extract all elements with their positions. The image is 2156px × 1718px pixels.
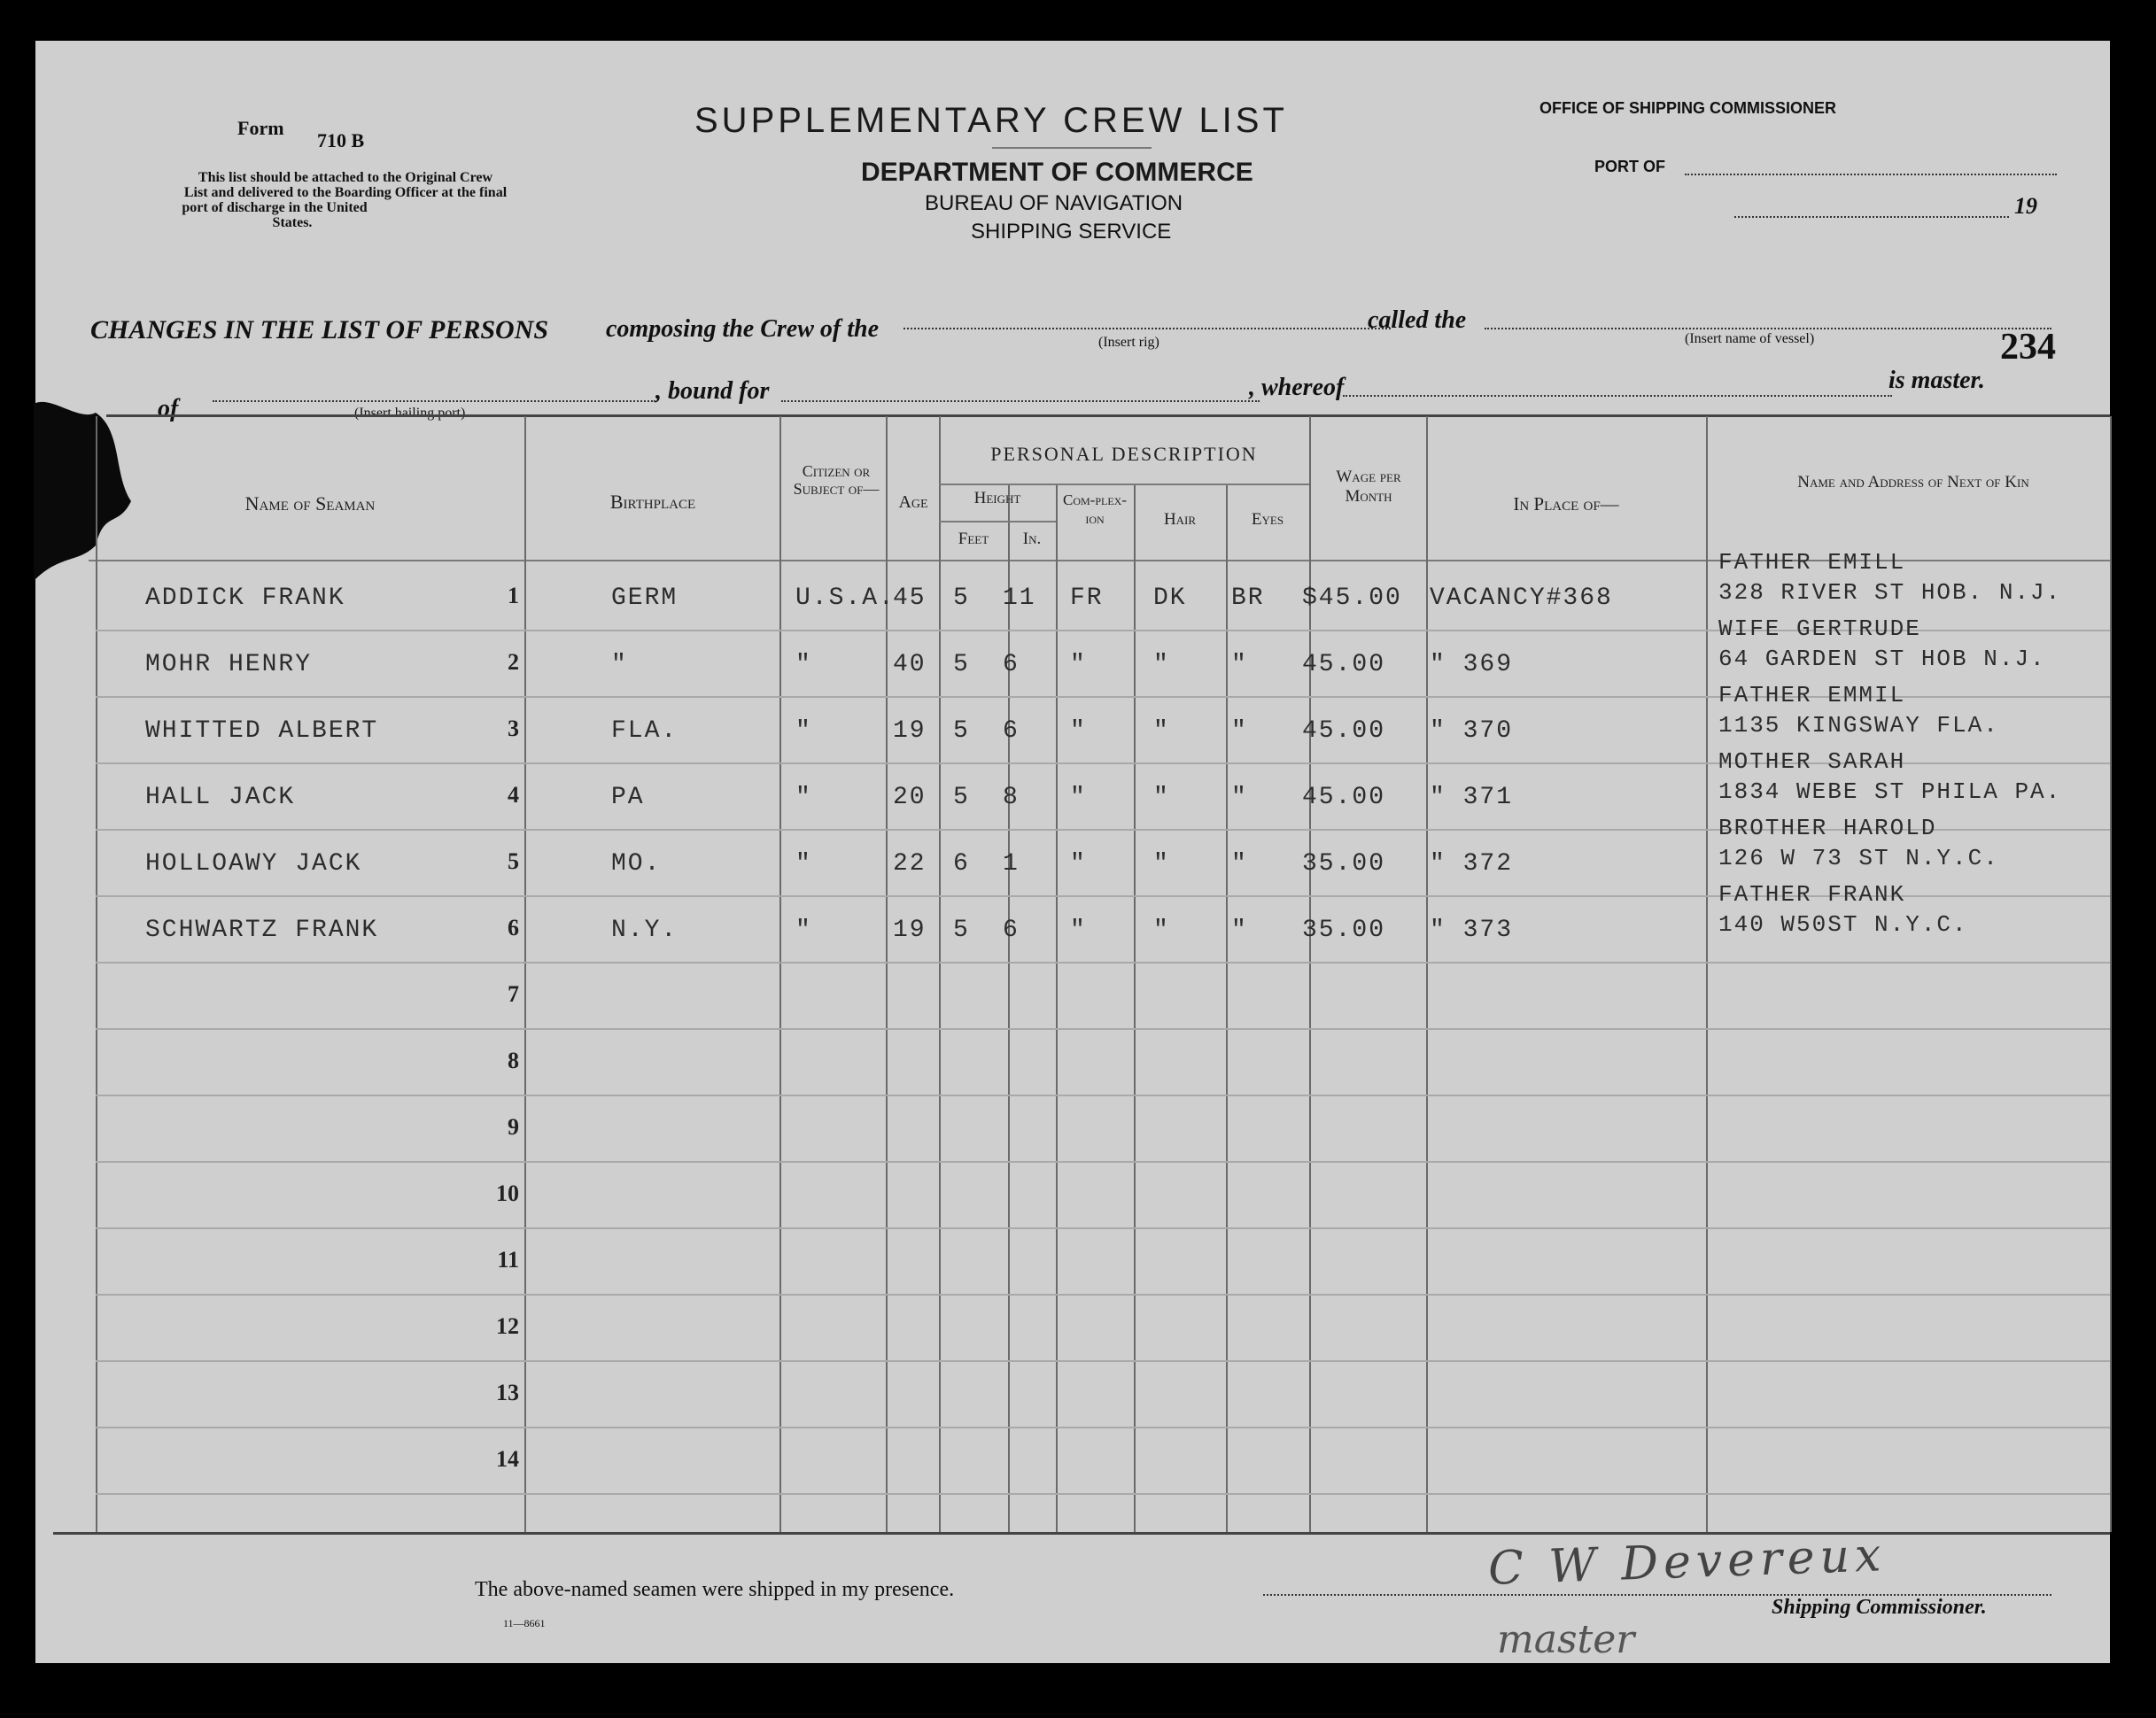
cell-complexion: " <box>1070 917 1087 944</box>
cell-wage: 35.00 <box>1302 850 1386 878</box>
row-number: 4 <box>508 782 519 808</box>
cell-age: 45 <box>893 584 927 612</box>
header-hair: Hair <box>1163 510 1197 529</box>
cell-kin-name: WIFE GERTRUDE <box>1718 615 1921 642</box>
year-label: 19 <box>2014 193 2037 219</box>
paper-damage <box>34 377 140 590</box>
department: DEPARTMENT OF COMMERCE <box>861 158 1253 187</box>
rig-field <box>904 328 1391 329</box>
cell-kin-address: 64 GARDEN ST HOB N.J. <box>1718 646 2046 672</box>
cell-age: 20 <box>893 784 927 811</box>
shipping-commissioner-label: Shipping Commissioner. <box>1772 1596 1987 1619</box>
is-master-label: is master. <box>1888 367 1985 394</box>
col-line <box>1056 484 1058 1532</box>
cell-in-place-of: " 373 <box>1430 917 1514 944</box>
vessel-field <box>1485 328 2051 329</box>
row-rule <box>96 1294 2110 1296</box>
table-top-rule <box>106 414 2110 417</box>
cell-eyes: BR <box>1231 584 1265 612</box>
row-rule <box>96 1095 2110 1096</box>
cell-wage: 45.00 <box>1302 651 1386 678</box>
document-title: SUPPLEMENTARY CREW LIST <box>694 101 1288 140</box>
cell-inches: 11 <box>1003 584 1036 612</box>
print-code: 11—8661 <box>503 1617 546 1629</box>
cell-in-place-of: VACANCY#368 <box>1430 584 1613 612</box>
header-citizen: Citizen or Subject of— <box>793 462 880 498</box>
cell-hair: " <box>1153 717 1170 745</box>
cell-name: SCHWARTZ FRANK <box>145 917 379 944</box>
col-line <box>524 416 526 1532</box>
row-number: 13 <box>496 1380 519 1405</box>
cell-hair: DK <box>1153 584 1187 612</box>
header-personal: PERSONAL DESCRIPTION <box>990 443 1258 465</box>
cell-feet: 5 <box>953 784 970 811</box>
header-name: Name of Seaman <box>244 492 376 515</box>
cell-kin-address: 140 W50ST N.Y.C. <box>1718 911 1968 938</box>
cell-eyes: " <box>1231 917 1248 944</box>
form-label: Form <box>237 117 284 139</box>
header-height: Height <box>973 489 1021 507</box>
cell-kin-address: 126 W 73 ST N.Y.C. <box>1718 845 1999 871</box>
cell-kin-name: BROTHER HAROLD <box>1718 815 1937 841</box>
col-line <box>939 416 941 1532</box>
master-field <box>1343 395 1892 397</box>
insert-rig-label: (Insert rig) <box>1098 335 1159 350</box>
cell-hair: " <box>1153 784 1170 811</box>
col-line <box>2110 416 2112 1532</box>
cell-citizen: " <box>795 850 812 878</box>
header-in-place-of: In Place of— <box>1513 493 1619 515</box>
row-rule <box>96 1493 2110 1495</box>
row-number: 5 <box>508 848 519 874</box>
cell-birthplace: PA <box>611 784 645 811</box>
cell-wage: 45.00 <box>1302 717 1386 745</box>
header-wage: Wage per Month <box>1336 468 1401 506</box>
cell-feet: 5 <box>953 651 970 678</box>
header-eyes: Eyes <box>1251 510 1284 529</box>
cell-inches: 6 <box>1003 717 1020 745</box>
bound-for-field <box>781 400 1260 402</box>
cell-feet: 6 <box>953 850 970 878</box>
insert-port-label: (Insert hailing port) <box>354 406 466 421</box>
cell-complexion: " <box>1070 784 1087 811</box>
date-field <box>1734 216 2009 218</box>
cell-name: HALL JACK <box>145 784 296 811</box>
cell-wage: 45.00 <box>1302 784 1386 811</box>
footer-statement: The above-named seamen were shipped in my presence. <box>475 1578 955 1601</box>
cell-eyes: " <box>1231 784 1248 811</box>
header-birthplace: Birthplace <box>609 491 696 513</box>
col-line <box>779 416 781 1532</box>
height-rule <box>939 521 1056 522</box>
row-rule <box>96 1427 2110 1428</box>
cell-in-place-of: " 370 <box>1430 717 1514 745</box>
cell-birthplace: " <box>611 651 628 678</box>
cell-eyes: " <box>1231 850 1248 878</box>
bound-for-label: , bound for <box>655 377 770 405</box>
row-number: 10 <box>496 1180 519 1206</box>
row-number: 1 <box>508 583 519 608</box>
cell-citizen: " <box>795 784 812 811</box>
row-rule <box>96 1161 2110 1163</box>
office-label: OFFICE OF SHIPPING COMMISSIONER <box>1539 99 1837 117</box>
cell-feet: 5 <box>953 917 970 944</box>
cell-in-place-of: " 372 <box>1430 850 1514 878</box>
header-complexion: Com-plex-ion <box>1063 491 1127 527</box>
page-number: 234 <box>2000 327 2056 368</box>
cell-name: WHITTED ALBERT <box>145 717 379 745</box>
header-feet: Feet <box>958 530 989 548</box>
cell-inches: 6 <box>1003 917 1020 944</box>
cell-hair: " <box>1153 850 1170 878</box>
cell-wage: 35.00 <box>1302 917 1386 944</box>
col-line <box>1426 416 1428 1532</box>
cell-inches: 1 <box>1003 850 1020 878</box>
header-inches: In. <box>1022 530 1042 548</box>
row-rule <box>96 1360 2110 1362</box>
cell-citizen: " <box>795 651 812 678</box>
form-instructions: This list should be attached to the Original Crew List and delivered to the Boarding Officer at the final port of discharge in the United States. <box>182 170 508 230</box>
cell-complexion: " <box>1070 651 1087 678</box>
cell-birthplace: FLA. <box>611 717 679 745</box>
cell-citizen: U.S.A. <box>795 584 896 612</box>
statement-composing: composing the Crew of the <box>606 315 880 343</box>
crew-list-document <box>35 41 2110 1663</box>
cell-kin-address: 1135 KINGSWAY FLA. <box>1718 712 1999 739</box>
col-line <box>1226 484 1228 1532</box>
row-number: 2 <box>508 649 519 675</box>
row-number: 12 <box>496 1313 519 1339</box>
service: SHIPPING SERVICE <box>971 220 1172 244</box>
cell-inches: 6 <box>1003 651 1020 678</box>
cell-inches: 8 <box>1003 784 1020 811</box>
cell-kin-name: FATHER EMMIL <box>1718 682 1906 708</box>
row-number: 14 <box>496 1446 519 1472</box>
cell-wage: $45.00 <box>1302 584 1402 612</box>
col-line <box>96 416 97 1532</box>
cell-eyes: " <box>1231 651 1248 678</box>
title-rule <box>992 147 1152 149</box>
cell-name: HOLLOAWY JACK <box>145 850 362 878</box>
row-number: 11 <box>497 1247 519 1273</box>
cell-eyes: " <box>1231 717 1248 745</box>
col-line <box>886 416 888 1532</box>
of-label: of <box>158 395 179 422</box>
signature-note: master <box>1497 1617 1635 1662</box>
form-number: 710 B <box>317 129 365 151</box>
cell-birthplace: N.Y. <box>611 917 679 944</box>
cell-in-place-of: " 371 <box>1430 784 1514 811</box>
row-rule <box>96 962 2110 963</box>
header-next-of-kin: Name and Address of Next of Kin <box>1797 473 2029 491</box>
row-number: 9 <box>508 1114 519 1140</box>
col-line <box>1134 484 1136 1532</box>
cell-in-place-of: " 369 <box>1430 651 1514 678</box>
called-the-label: called the <box>1368 306 1467 334</box>
cell-kin-name: MOTHER SARAH <box>1718 748 1906 775</box>
row-rule <box>96 1028 2110 1030</box>
cell-name: MOHR HENRY <box>145 651 313 678</box>
row-number: 3 <box>508 716 519 741</box>
row-rule <box>96 1227 2110 1229</box>
cell-kin-name: FATHER FRANK <box>1718 881 1906 908</box>
cell-feet: 5 <box>953 584 970 612</box>
cell-kin-address: 328 RIVER ST HOB. N.J. <box>1718 579 2062 606</box>
cell-feet: 5 <box>953 717 970 745</box>
cell-age: 19 <box>893 917 927 944</box>
col-line <box>1008 484 1010 1532</box>
row-number: 6 <box>508 915 519 940</box>
cell-age: 40 <box>893 651 927 678</box>
cell-hair: " <box>1153 651 1170 678</box>
bureau: BUREAU OF NAVIGATION <box>925 191 1183 215</box>
row-number: 7 <box>508 981 519 1007</box>
statement-changes: CHANGES IN THE LIST OF PERSONS <box>90 315 549 344</box>
whereof-label: , whereof <box>1249 374 1345 401</box>
signature: C W Devereux <box>1487 1528 1888 1596</box>
port-field <box>1685 174 2057 175</box>
cell-citizen: " <box>795 917 812 944</box>
cell-complexion: " <box>1070 717 1087 745</box>
col-line <box>1706 416 1708 1532</box>
hailing-port-field <box>213 400 655 402</box>
personal-desc-rule <box>939 484 1309 485</box>
cell-birthplace: MO. <box>611 850 662 878</box>
cell-hair: " <box>1153 917 1170 944</box>
cell-birthplace: GERM <box>611 584 679 612</box>
cell-name: ADDICK FRANK <box>145 584 345 612</box>
cell-age: 22 <box>893 850 927 878</box>
cell-kin-address: 1834 WEBE ST PHILA PA. <box>1718 778 2062 805</box>
port-label: PORT OF <box>1594 158 1665 175</box>
cell-citizen: " <box>795 717 812 745</box>
col-line <box>1309 416 1311 1532</box>
cell-complexion: FR <box>1070 584 1104 612</box>
row-number: 8 <box>508 1048 519 1073</box>
cell-kin-name: FATHER EMILL <box>1718 549 1906 576</box>
cell-complexion: " <box>1070 850 1087 878</box>
header-age: Age <box>898 492 928 512</box>
cell-age: 19 <box>893 717 927 745</box>
insert-vessel-label: (Insert name of vessel) <box>1685 331 1815 346</box>
